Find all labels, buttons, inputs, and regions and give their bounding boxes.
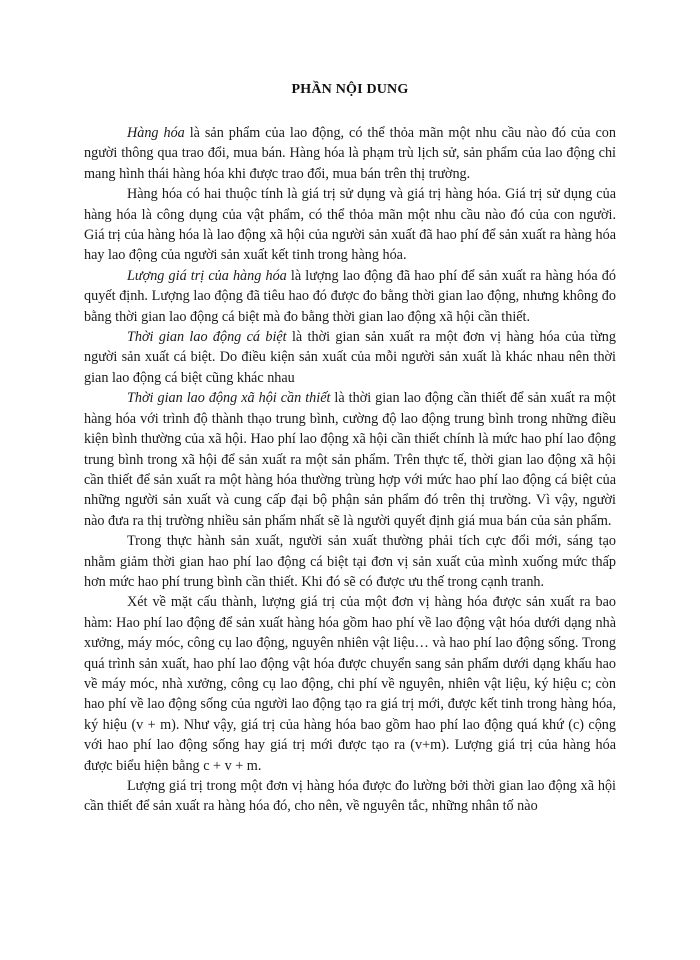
paragraph-text: Hàng hóa có hai thuộc tính là giá trị sử dụng và giá trị hàng hóa. Giá trị sử dụng của hàng hóa là công dụng của vật phẩm, có thể thỏa mãn một nhu cầu nào đó của con người. Giá trị của hàng hóa là lao động xã hội của người sản xuất đã hao phí để sản xuất ra hàng hóa hay lao động của người sản xuất kết tinh trong hàng hóa. [84, 186, 616, 264]
paragraph-hai-thuoc-tinh [84, 184, 616, 266]
term-thoi-gian-ca-biet: Thời gian lao động cá biệt [127, 329, 287, 346]
term-hang-hoa: Hàng hóa [127, 125, 185, 141]
paragraph-thoi-gian-ca-biet [84, 327, 616, 388]
paragraph-text: là lượng lao động đã hao phí để sản xuất ra hàng hóa đó quyết định. Lượng lao động đã tiêu hao đó được đo bằng thời gian lao động, nhưng không đo bằng thời gian lao động cá biệt mà đo bằng thời gian lao động xã hội cần thiết. [84, 267, 616, 325]
paragraph-text: Trong thực hành sản xuất, người sản xuất thường phải tích cực đổi mới, sáng tạo nhằm giảm thời gian hao phí lao động cá biệt tại đơn vị sản xuất của mình xuống mức thấp hơn mức hao phí trung bình cần thiết. Khi đó sẽ có được ưu thế trong cạnh tranh. [84, 533, 616, 590]
paragraph-luong-gia-tri [84, 266, 616, 327]
paragraph-cau-thanh [84, 592, 616, 776]
document-title: PHẦN NỘI DUNG [291, 82, 409, 97]
paragraph-text: Lượng giá trị trong một đơn vị hàng hóa được đo lường bởi thời gian lao động xã hội cần thiết để sản xuất ra hàng hóa đó, cho nên, về nguyên tắc, những nhân tố nào [84, 778, 616, 815]
document-body [84, 123, 616, 817]
paragraph-text: là thời gian lao động cần thiết để sản xuất ra một hàng hóa với trình độ thành thạo trung bình, cường độ lao động trung bình trong những điều kiện bình thường của xã hội. Hao phí lao động xã hội cần thiết chính là mức hao phí lao động trung bình trong xã hội để sản xuất ra một sản phẩm. Trên thực tế, thời gian lao động xã hội cần thiết để sản xuất ra một hàng hóa thường trùng hợp với mức hao phí lao động cá biệt của những người sản xuất và cung cấp đại bộ phận sản phẩm đó trên thị trường. Vì vậy, người nào đưa ra thị trường nhiều sản phẩm nhất sẽ là người quyết định giá mua bán của sản phẩm. [84, 390, 616, 529]
term-luong-gia-tri: Lượng giá trị của hàng hóa [127, 267, 287, 284]
paragraph-thoi-gian-xa-hoi [84, 388, 616, 531]
paragraph-hang-hoa [84, 123, 616, 184]
paragraph-text: là sản phẩm của lao động, có thể thỏa mãn một nhu cầu nào đó của con người thông qua trao đổi, mua bán. Hàng hóa là phạm trù lịch sử, sản phẩm của lao động chỉ mang hình thái hàng hóa khi được trao đổi, mua bán trên thị trường. [84, 125, 616, 182]
paragraph-text: Xét về mặt cấu thành, lượng giá trị của một đơn vị hàng hóa được sản xuất ra bao hàm: Hao phí lao động để sản xuất hàng hóa gồm hao phí về lao động vật hóa dưới dạng nhà xưởng, máy móc, công cụ lao động, nguyên nhiên vật liệu… và hao phí lao động sống. Trong quá trình sản xuất, hao phí lao động vật hóa được chuyển sang sản phẩm dưới dạng khấu hao về máy móc, nhà xưởng, công cụ lao động, chi phí về nguyên, nhiên vật liệu, ký hiệu c; còn hao phí về lao động sống của người lao động tạo ra giá trị mới, được kết tinh trong hàng hóa, ký hiệu (v + m). Như vậy, giá trị của hàng hóa bao gồm hao phí lao động quá khứ (c) cộng với hao phí lao động sống hay giá trị mới được tạo ra (v+m). Lượng giá trị của hàng hóa được biểu hiện bằng c + v + m. [84, 594, 616, 774]
term-thoi-gian-xa-hoi: Thời gian lao động xã hội cần thiết [127, 390, 331, 407]
paragraph-thuc-hanh-san-xuat [84, 531, 616, 592]
paragraph-text: là thời gian sản xuất ra một đơn vị hàng hóa của từng người sản xuất cá biệt. Do điều kiện sản xuất của mỗi người sản xuất là khác nhau nên thời gian lao động cá biệt cũng khác nhau [84, 329, 616, 386]
paragraph-do-luong [84, 776, 616, 817]
